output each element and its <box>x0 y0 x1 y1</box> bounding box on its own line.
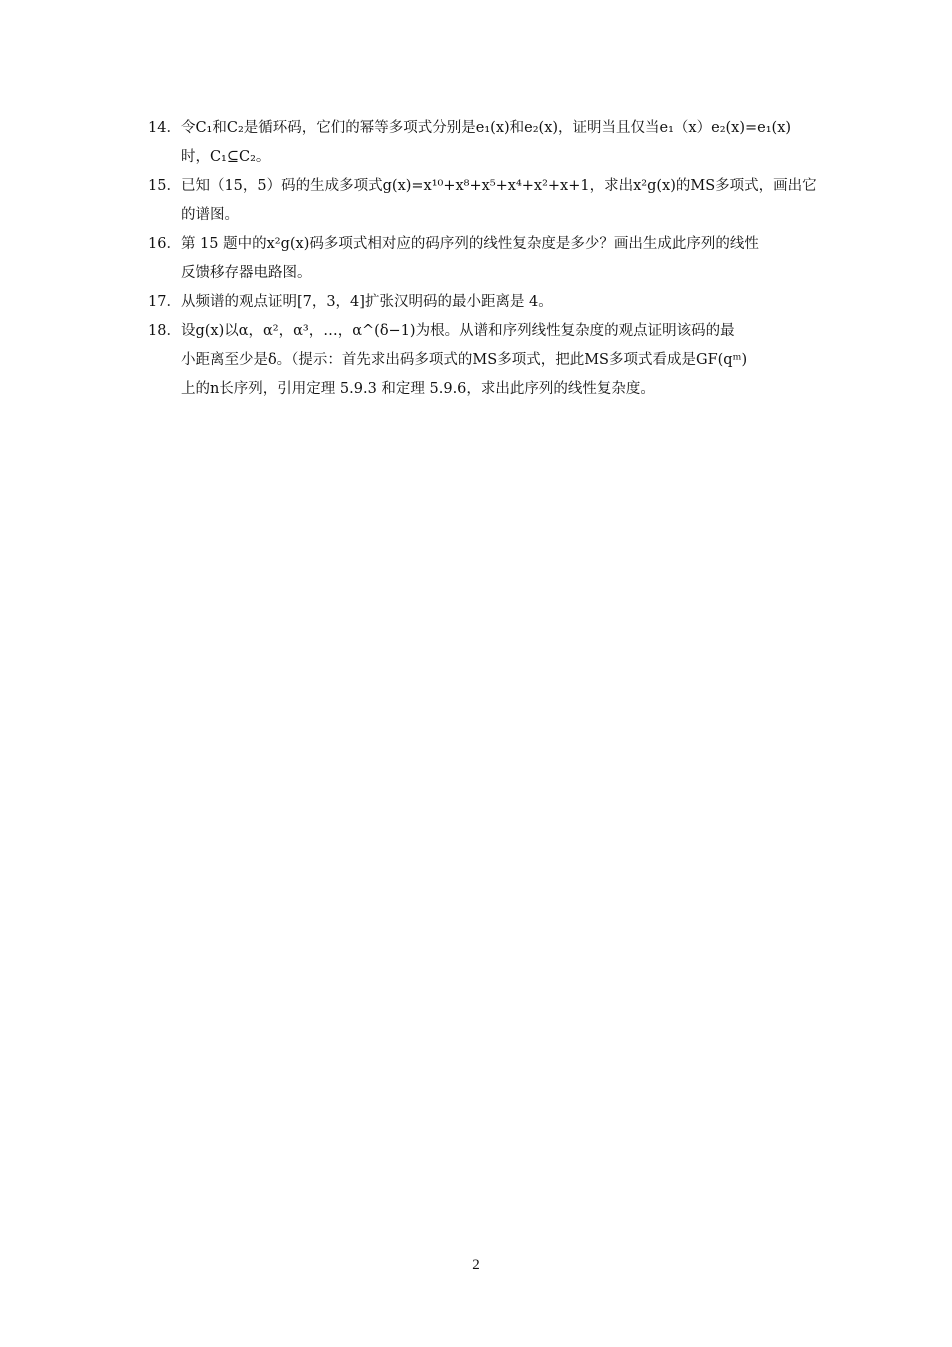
problem-17 <box>148 288 848 317</box>
problem-16 <box>148 230 848 288</box>
problem-text <box>181 114 848 172</box>
page-number: 2 <box>472 1257 480 1273</box>
problem-list <box>148 114 848 404</box>
problem-15 <box>148 172 848 230</box>
problem-number: 15． <box>148 178 181 194</box>
problem-line: 第 15 题中的x²g(x)码多项式相对应的码序列的线性复杂度是多少？画出生成此序列的线性 <box>180 236 759 252</box>
problem-text <box>181 172 848 230</box>
problem-line: 从频谱的观点证明[7，3，4]扩张汉明码的最小距离是 4。 <box>180 294 553 310</box>
problem-14 <box>148 114 848 172</box>
problem-line: 令C₁和C₂是循环码，它们的幂等多项式分别是e₁(x)和e₂(x)，证明当且仅当e₁（x）e₂(x)=e₁(x) <box>180 120 792 136</box>
problem-line: 小距离至少是δ。（提示：首先求出码多项式的MS多项式，把此MS多项式看成是GF(qᵐ) <box>180 352 748 368</box>
problem-line: 的谱图。 <box>180 207 239 223</box>
problem-number: 18． <box>148 323 181 339</box>
problem-line: 反馈移存器电路图。 <box>180 265 312 281</box>
problem-18 <box>148 317 848 404</box>
problem-text <box>181 317 848 404</box>
problem-number: 14． <box>148 120 181 136</box>
problem-text <box>181 230 848 288</box>
problem-number: 17． <box>148 294 181 310</box>
problem-number: 16． <box>148 236 181 252</box>
problem-line: 设g(x)以α，α²，α³，…，α^(δ−1)为根。从谱和序列线性复杂度的观点证明该码的最 <box>180 323 735 339</box>
problem-line: 上的n长序列，引用定理 5.9.3 和定理 5.9.6，求出此序列的线性复杂度。 <box>180 381 655 397</box>
problem-text <box>181 288 848 317</box>
problem-line: 已知（15，5）码的生成多项式g(x)=x¹⁰+x⁸+x⁵+x⁴+x²+x+1，求出x²g(x)的MS多项式，画出它 <box>180 178 817 194</box>
problem-line: 时，C₁⊆C₂。 <box>180 149 271 165</box>
